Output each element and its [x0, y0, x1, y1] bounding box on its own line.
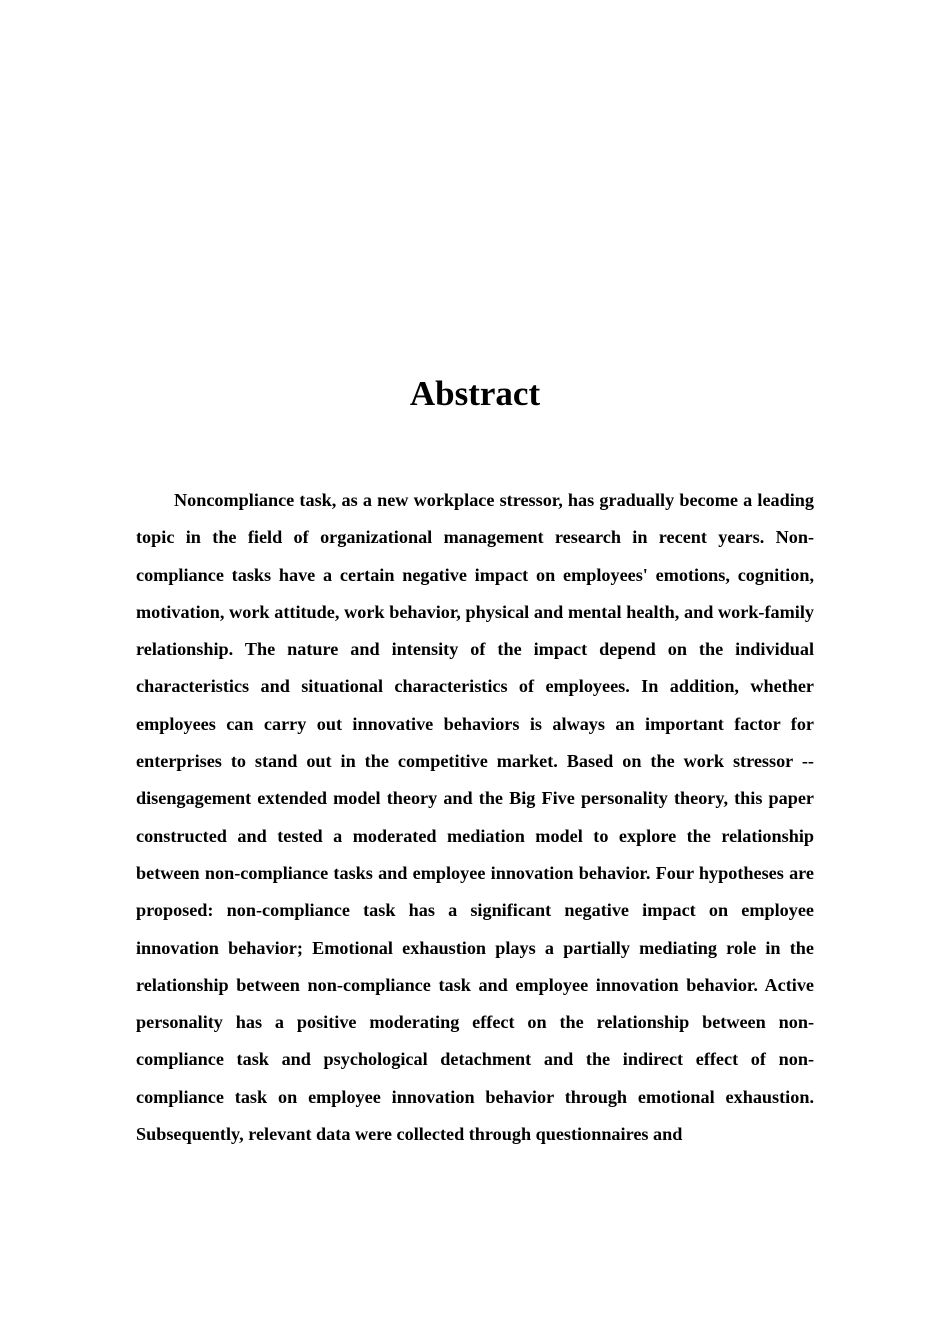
abstract-paragraph: Noncompliance task, as a new workplace stressor, has gradually become a leading topic in the field of organizational management research in recent years. Non-compliance tasks have a certain negative impact on employees' emotions, cognition, motivation, work attitude, work behavior, physical and mental health, and work-family relationship. The nature and intensity of the impact depend on the individual characteristics and situational characteristics of employees. In addition, whether employees can carry out innovative behaviors is always an important factor for enterprises to stand out in the competitive market. Based on the work stressor -- disengagement extended model theory and the Big Five personality theory, this paper constructed and tested a moderated mediation model to explore the relationship between non-compliance tasks and employee innovation behavior. Four hypotheses are proposed: non-compliance task has a significant negative impact on employee innovation behavior; Emotional exhaustion plays a partially mediating role in the relationship between non-compliance task and employee innovation behavior. Active personality has a positive moderating effect on the relationship between non-compliance task and psychological detachment and the indirect effect of non-compliance task on employee innovation behavior through emotional exhaustion. Subsequently, relevant data were collected through questionnaires and	[136, 490, 814, 1145]
abstract-title: Abstract	[409, 374, 541, 413]
